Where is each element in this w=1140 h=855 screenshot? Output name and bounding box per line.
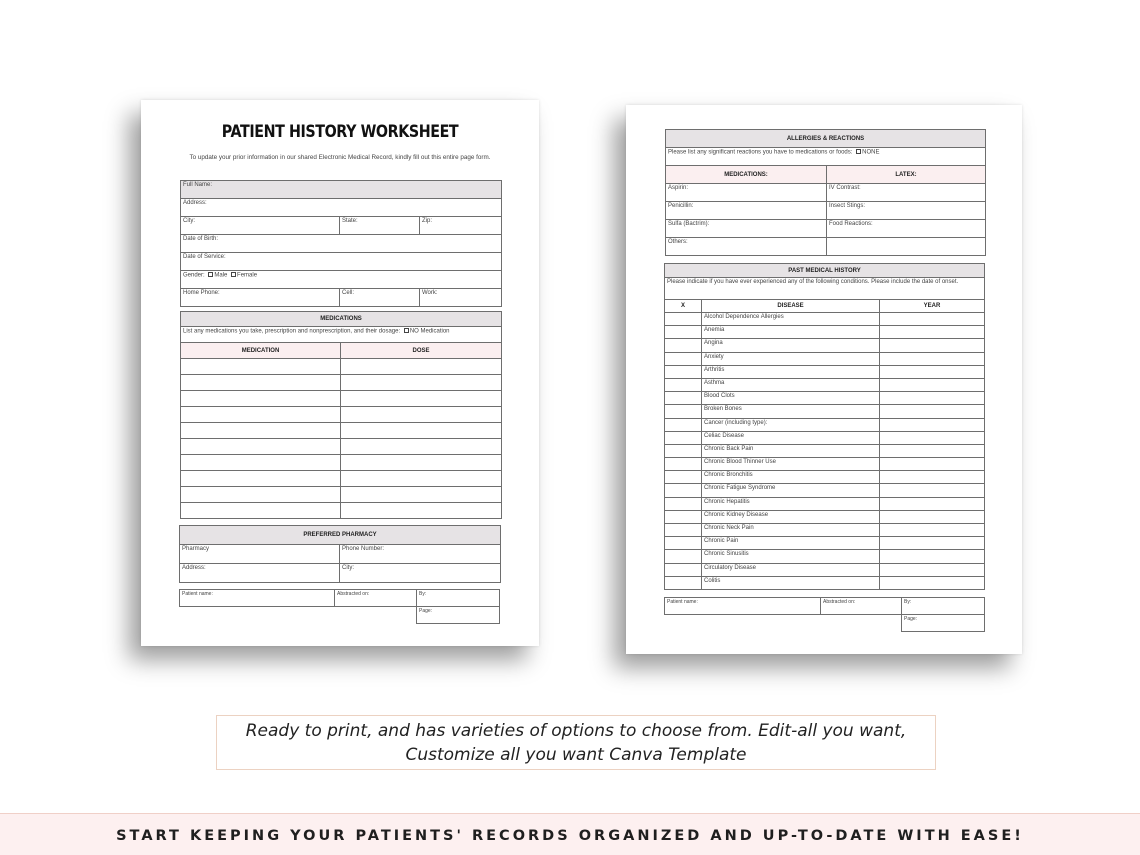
promo-banner: START KEEPING YOUR PATIENTS' RECORDS ORGANIZED AND UP-TO-DATE WITH EASE!	[0, 813, 1140, 855]
caption-line-1: Ready to print, and has varieties of options to choose from. Edit-all you want,	[245, 721, 907, 741]
disease-check-cell[interactable]	[665, 524, 702, 537]
disease-year-cell[interactable]	[880, 405, 985, 418]
disease-row	[665, 484, 985, 497]
city-label: City:	[183, 218, 195, 224]
aspirin-label: Aspirin:	[668, 185, 689, 191]
disease-year-cell[interactable]	[880, 431, 985, 444]
disease-row	[665, 576, 985, 589]
no-medication-checkbox[interactable]	[404, 328, 409, 333]
medication-cell[interactable]	[181, 359, 341, 375]
disease-row	[665, 339, 985, 352]
abstracted-on-label: Abstracted on:	[823, 599, 856, 605]
disease-row	[665, 458, 985, 471]
disease-year-cell[interactable]	[880, 563, 985, 576]
disease-year-cell[interactable]	[880, 458, 985, 471]
latex-empty-field[interactable]	[827, 238, 986, 256]
by-field[interactable]	[417, 590, 500, 607]
state-field[interactable]	[340, 217, 420, 235]
disease-name-cell: Cancer (including type):	[702, 418, 880, 431]
disease-name-cell: Broken Bones	[702, 405, 880, 418]
disease-name-cell: Chronic Bronchitis	[702, 471, 880, 484]
disease-check-cell[interactable]	[665, 510, 702, 523]
disease-year-cell[interactable]	[880, 471, 985, 484]
allergies-header: ALLERGIES & REACTIONS	[666, 130, 986, 148]
pharmacy-city-label: City:	[342, 565, 354, 571]
disease-year-cell[interactable]	[880, 524, 985, 537]
disease-year-cell[interactable]	[880, 497, 985, 510]
worksheet-page-1	[141, 100, 539, 646]
disease-row	[665, 444, 985, 457]
disease-row	[665, 550, 985, 563]
latex-header: LATEX:	[827, 166, 986, 184]
disease-row	[665, 365, 985, 378]
page-label: Page:	[904, 616, 918, 622]
penicillin-label: Penicillin:	[668, 203, 694, 209]
disease-name-cell: Alcohol Dependence Allergies	[702, 313, 880, 326]
patient-name-field[interactable]	[180, 590, 335, 607]
disease-name-cell: Chronic Back Pain	[702, 444, 880, 457]
disease-year-cell[interactable]	[880, 392, 985, 405]
disease-row	[665, 471, 985, 484]
disease-row	[665, 537, 985, 550]
page-field[interactable]	[417, 607, 500, 624]
disease-year-cell[interactable]	[880, 339, 985, 352]
year-column-header: YEAR	[880, 300, 985, 313]
medication-cell[interactable]	[181, 455, 341, 471]
disease-check-cell[interactable]	[665, 365, 702, 378]
patient-name-label: Patient name:	[182, 591, 213, 597]
insect-stings-field[interactable]	[827, 202, 986, 220]
insect-stings-label: Insect Stings:	[829, 203, 866, 209]
disease-check-cell[interactable]	[665, 418, 702, 431]
none-label: NONE	[862, 149, 880, 156]
medication-cell[interactable]	[181, 375, 341, 391]
disease-row	[665, 352, 985, 365]
medication-column-header: MEDICATION	[181, 343, 341, 359]
allergies-instruction-text: Please list any significant reactions you have to medications or foods:	[668, 149, 853, 156]
past-medical-history-table	[664, 263, 985, 590]
page-title: PATIENT HISTORY WORKSHEET	[221, 122, 459, 142]
address-field[interactable]	[181, 199, 502, 217]
disease-name-cell: Circulatory Disease	[702, 563, 880, 576]
worksheet-page-2	[626, 105, 1022, 654]
state-label: State:	[342, 218, 358, 224]
disease-check-cell[interactable]	[665, 431, 702, 444]
home-phone-field[interactable]	[181, 289, 340, 307]
full-name-field[interactable]	[181, 181, 502, 199]
disease-column-header: DISEASE	[702, 300, 880, 313]
medications-header: MEDICATIONS	[181, 312, 502, 327]
disease-year-cell[interactable]	[880, 576, 985, 589]
cell-label: Cell:	[342, 290, 355, 296]
disease-year-cell[interactable]	[880, 365, 985, 378]
footer-table-2	[664, 597, 985, 632]
disease-year-cell[interactable]	[880, 550, 985, 563]
female-checkbox[interactable]	[231, 272, 236, 277]
disease-check-cell[interactable]	[665, 550, 702, 563]
caption-line-2: Customize all you want Canva Template	[405, 745, 747, 765]
pharmacy-label: Pharmacy	[182, 546, 210, 552]
gender-field[interactable]	[181, 271, 502, 289]
past-history-header: PAST MEDICAL HISTORY	[665, 264, 985, 278]
dose-cell[interactable]	[341, 439, 502, 455]
male-checkbox[interactable]	[208, 272, 213, 277]
disease-check-cell[interactable]	[665, 576, 702, 589]
by-label: By:	[904, 599, 912, 605]
iv-contrast-label: IV Contrast:	[829, 185, 861, 191]
disease-name-cell: Chronic Sinusitis	[702, 550, 880, 563]
disease-name-cell: Chronic Pain	[702, 537, 880, 550]
disease-name-cell: Anxiety	[702, 352, 880, 365]
dose-cell[interactable]	[341, 455, 502, 471]
by-label: By:	[419, 591, 427, 597]
disease-check-cell[interactable]	[665, 392, 702, 405]
disease-row	[665, 431, 985, 444]
disease-check-cell[interactable]	[665, 563, 702, 576]
disease-check-cell[interactable]	[665, 497, 702, 510]
disease-name-cell: Chronic Hepatitis	[702, 497, 880, 510]
disease-row	[665, 510, 985, 523]
disease-name-cell: Angina	[702, 339, 880, 352]
dose-cell[interactable]	[341, 359, 502, 375]
abstracted-on-field[interactable]	[821, 598, 902, 615]
medication-cell[interactable]	[181, 439, 341, 455]
x-column-header: X	[665, 300, 702, 313]
aspirin-field[interactable]	[666, 184, 827, 202]
medication-cell[interactable]	[181, 487, 341, 503]
caption-box	[216, 715, 936, 770]
work-label: Work:	[422, 290, 438, 296]
address-label: Address:	[183, 200, 207, 206]
disease-name-cell: Celiac Disease	[702, 431, 880, 444]
work-field[interactable]	[420, 289, 502, 307]
disease-name-cell: Blood Clots	[702, 392, 880, 405]
disease-year-cell[interactable]	[880, 537, 985, 550]
dose-cell[interactable]	[341, 375, 502, 391]
pharmacy-phone-label: Phone Number:	[342, 546, 385, 552]
disease-name-cell: Chronic Kidney Disease	[702, 510, 880, 523]
disease-year-cell[interactable]	[880, 378, 985, 391]
pharmacy-field[interactable]	[180, 545, 340, 564]
home-phone-label: Home Phone:	[183, 290, 220, 296]
pharmacy-table	[179, 525, 501, 583]
disease-row	[665, 405, 985, 418]
others-label: Others:	[668, 239, 688, 245]
disease-row	[665, 563, 985, 576]
disease-row	[665, 326, 985, 339]
page-label: Page:	[419, 608, 433, 614]
disease-name-cell: Anemia	[702, 326, 880, 339]
food-reactions-field[interactable]	[827, 220, 986, 238]
disease-check-cell[interactable]	[665, 484, 702, 497]
disease-check-cell[interactable]	[665, 313, 702, 326]
cell-field[interactable]	[340, 289, 420, 307]
disease-year-cell[interactable]	[880, 510, 985, 523]
dos-label: Date of Service:	[183, 254, 226, 260]
disease-year-cell[interactable]	[880, 326, 985, 339]
disease-name-cell: Chronic Neck Pain	[702, 524, 880, 537]
disease-year-cell[interactable]	[880, 313, 985, 326]
disease-check-cell[interactable]	[665, 339, 702, 352]
past-history-instruction: Please indicate if you have ever experienced any of the following conditions. Please include the date of onset.	[665, 278, 985, 300]
disease-check-cell[interactable]	[665, 352, 702, 365]
disease-row	[665, 418, 985, 431]
personal-info-table	[180, 180, 502, 307]
disease-year-cell[interactable]	[880, 484, 985, 497]
dose-cell[interactable]	[341, 391, 502, 407]
dose-cell[interactable]	[341, 423, 502, 439]
pharmacy-address-field[interactable]	[180, 564, 340, 583]
disease-year-cell[interactable]	[880, 352, 985, 365]
no-medication-label: NO Medication	[409, 328, 450, 335]
penicillin-field[interactable]	[666, 202, 827, 220]
footer-table	[179, 589, 500, 624]
disease-check-cell[interactable]	[665, 471, 702, 484]
dos-field[interactable]	[181, 253, 502, 271]
abstracted-on-field[interactable]	[335, 590, 417, 607]
medication-cell[interactable]	[181, 407, 341, 423]
patient-name-label: Patient name:	[667, 599, 698, 605]
zip-label: Zip:	[422, 218, 433, 224]
medication-cell[interactable]	[181, 423, 341, 439]
sulfa-label: Sulfa (Bactrim):	[668, 221, 710, 227]
allergy-medications-header: MEDICATIONS:	[666, 166, 827, 184]
disease-name-cell: Arthritis	[702, 365, 880, 378]
abstracted-on-label: Abstracted on:	[337, 591, 370, 597]
disease-year-cell[interactable]	[880, 444, 985, 457]
medications-instruction	[181, 327, 502, 343]
patient-name-field[interactable]	[665, 598, 821, 615]
by-field[interactable]	[902, 598, 985, 615]
pharmacy-address-label: Address:	[182, 565, 206, 571]
city-field[interactable]	[181, 217, 340, 235]
medications-instruction-text: List any medications you take, prescription and nonprescription, and their dosage:	[183, 328, 401, 335]
medication-cell[interactable]	[181, 471, 341, 487]
none-checkbox[interactable]	[856, 149, 861, 154]
medication-cell[interactable]	[181, 503, 341, 519]
iv-contrast-field[interactable]	[827, 184, 986, 202]
disease-year-cell[interactable]	[880, 418, 985, 431]
intro-text: To update your prior information in our shared Electronic Medical Record, kindly fill out this entire page form.	[189, 154, 491, 161]
disease-row	[665, 524, 985, 537]
pharmacy-phone-field[interactable]	[340, 545, 501, 564]
disease-check-cell[interactable]	[665, 326, 702, 339]
disease-row	[665, 392, 985, 405]
medication-cell[interactable]	[181, 391, 341, 407]
gender-label: Gender:	[183, 272, 205, 279]
pharmacy-city-field[interactable]	[340, 564, 501, 583]
disease-check-cell[interactable]	[665, 405, 702, 418]
dob-field[interactable]	[181, 235, 502, 253]
disease-row	[665, 378, 985, 391]
disease-check-cell[interactable]	[665, 537, 702, 550]
dose-cell[interactable]	[341, 487, 502, 503]
dose-column-header: DOSE	[341, 343, 502, 359]
male-label: Male	[214, 272, 228, 279]
dose-cell[interactable]	[341, 471, 502, 487]
medications-table	[180, 311, 502, 519]
food-reactions-label: Food Reactions:	[829, 221, 873, 227]
dose-cell[interactable]	[341, 503, 502, 519]
dob-label: Date of Birth:	[183, 236, 219, 242]
disease-name-cell: Colitis	[702, 576, 880, 589]
full-name-label: Full Name:	[183, 182, 213, 188]
sulfa-field[interactable]	[666, 220, 827, 238]
disease-check-cell[interactable]	[665, 458, 702, 471]
disease-name-cell: Chronic Fatigue Syndrome	[702, 484, 880, 497]
female-label: Female	[237, 272, 258, 279]
disease-check-cell[interactable]	[665, 378, 702, 391]
page-field[interactable]	[902, 615, 985, 632]
dose-cell[interactable]	[341, 407, 502, 423]
disease-row	[665, 313, 985, 326]
zip-field[interactable]	[420, 217, 502, 235]
disease-row	[665, 497, 985, 510]
pharmacy-header: PREFERRED PHARMACY	[180, 526, 501, 545]
disease-name-cell: Asthma	[702, 378, 880, 391]
disease-check-cell[interactable]	[665, 444, 702, 457]
others-field[interactable]	[666, 238, 827, 256]
disease-name-cell: Chronic Blood Thinner Use	[702, 458, 880, 471]
allergies-table	[665, 129, 986, 256]
allergies-instruction	[666, 148, 986, 166]
